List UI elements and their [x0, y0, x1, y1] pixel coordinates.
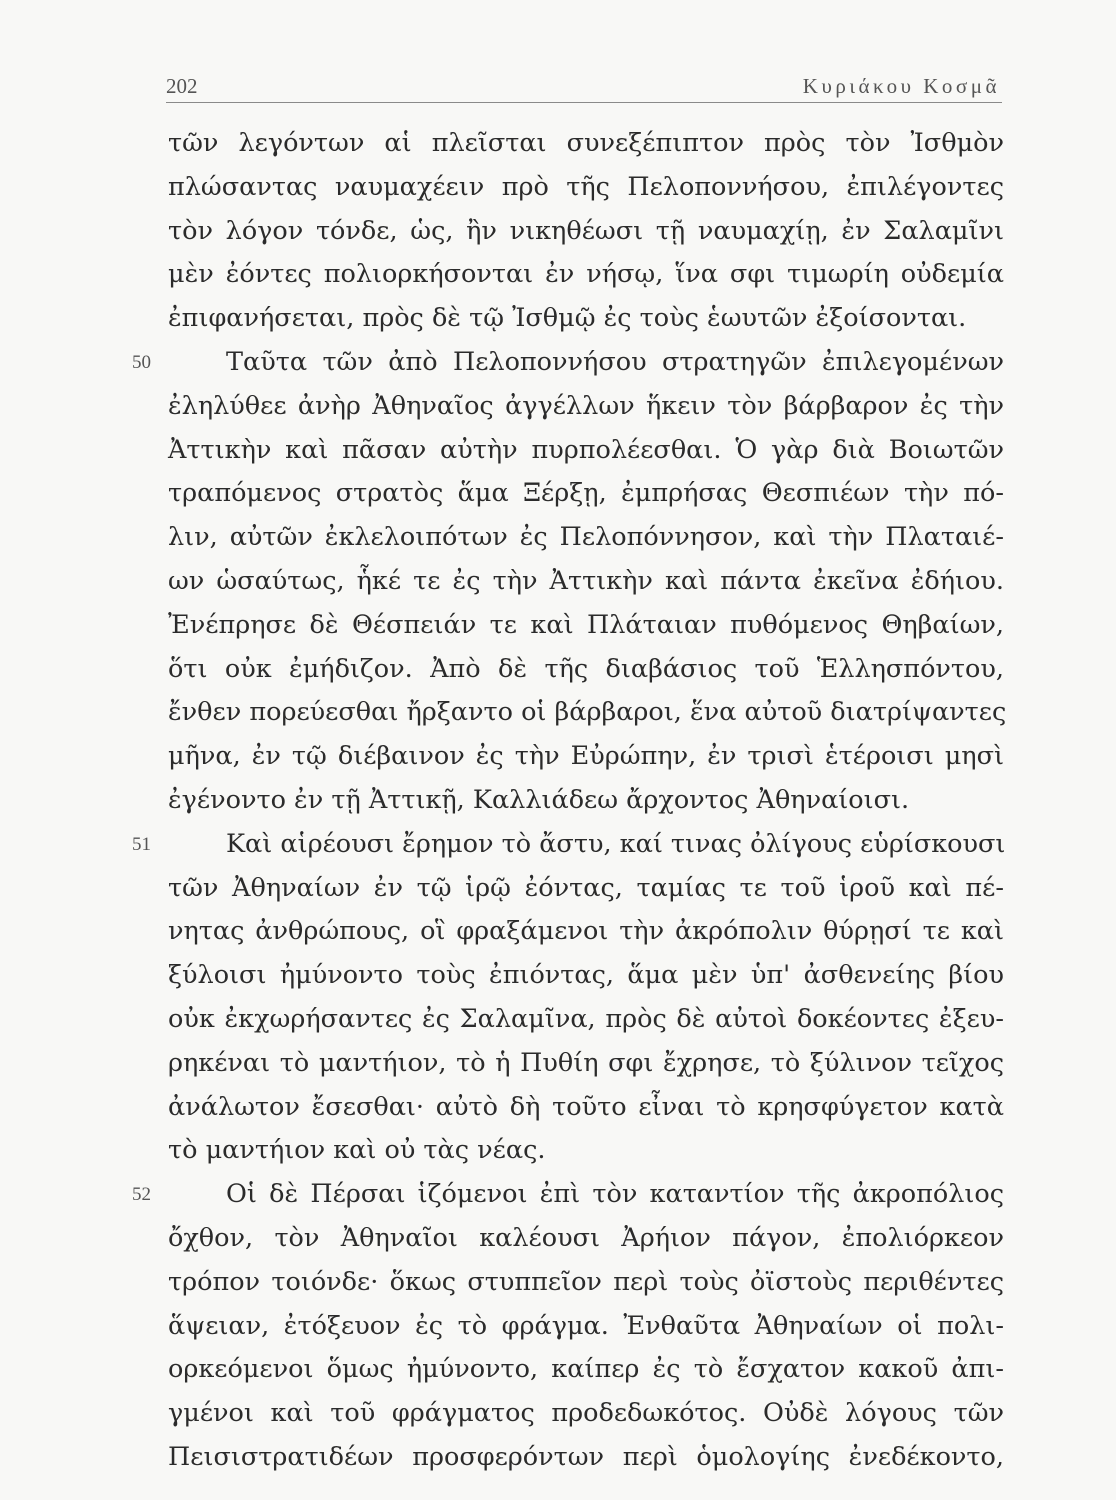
line-text: Ταῦτα τῶν ἀπὸ Πελοποννήσου στρατηγῶν ἐπιλεγομένων	[226, 346, 1004, 377]
line-text: ἐγένοντο ἐν τῇ Ἀττικῇ, Καλλιάδεω ἄρχοντος Ἀθηναίοισι.	[168, 784, 910, 815]
text-line	[168, 1086, 1004, 1130]
line-text: τὸν λόγον τόνδε, ὡς, ἢν νικηθέωσι τῇ ναυμαχίῃ, ἐν Σαλαμῖνι	[168, 215, 1004, 246]
text-line	[168, 954, 1004, 998]
text-line	[168, 429, 1004, 473]
line-text: ων ὡσαύτως, ἧκέ τε ἐς τὴν Ἀττικὴν καὶ πάντα ἐκεῖνα ἐδήιου.	[168, 565, 1004, 596]
line-text: ἅψειαν, ἐτόξευον ἐς τὸ φράγμα. Ἐνθαῦτα Ἀθηναίων οἱ πολι-	[168, 1310, 1004, 1341]
line-text: ἀνάλωτον ἔσεσθαι· αὐτὸ δὴ τοῦτο εἶναι τὸ κρησφύγετον κατὰ	[168, 1091, 1004, 1122]
text-line	[168, 998, 1004, 1042]
line-text: τὸ μαντήιον καὶ οὐ τὰς νέας.	[168, 1135, 546, 1166]
line-text: τραπόμενος στρατὸς ἅμα Ξέρξῃ, ἐμπρήσας Θεσπιέων τὴν πό-	[168, 478, 1004, 509]
text-line	[132, 1173, 1004, 1217]
line-text: Καὶ αἱρέουσι ἔρημον τὸ ἄστυ, καί τινας ὀλίγους εὑρίσκουσι	[226, 828, 1006, 859]
line-text: Πεισιστρατιδέων προσφερόντων περὶ ὁμολογίης ἐνεδέκοντο,	[168, 1441, 1004, 1472]
line-text: τρόπον τοιόνδε· ὅκως στυππεῖον περὶ τοὺς ὀϊστοὺς περιθέντες	[168, 1266, 1004, 1297]
line-text: ἐπιφανήσεται, πρὸς δὲ τῷ Ἰσθμῷ ἐς τοὺς ἑωυτῶν ἐξοίσονται.	[168, 303, 967, 334]
line-text: ορκεόμενοι ὅμως ἠμύνοντο, καίπερ ἐς τὸ ἔσχατον κακοῦ ἀπι-	[168, 1354, 1004, 1385]
line-text: ρηκέναι τὸ μαντήιον, τὸ ἡ Πυθίη σφι ἔχρησε, τὸ ξύλινον τεῖχος	[168, 1047, 1004, 1078]
text-line	[168, 1042, 1004, 1086]
line-text: Οἱ δὲ Πέρσαι ἱζόμενοι ἐπὶ τὸν καταντίον τῆς ἀκροπόλιος	[226, 1179, 1004, 1210]
text-line	[168, 867, 1004, 911]
line-text: μὲν ἐόντες πολιορκήσονται ἐν νήσῳ, ἵνα σφι τιμωρίη οὐδεμία	[168, 259, 1004, 290]
line-text: οὐκ ἐκχωρήσαντες ἐς Σαλαμῖνα, πρὸς δὲ αὐτοὶ δοκέοντες ἐξευ-	[168, 1003, 1004, 1034]
line-text: μῆνα, ἐν τῷ διέβαινον ἐς τὴν Εὐρώπην, ἐν τρισὶ ἑτέροισι μησὶ	[168, 741, 1004, 772]
text-line	[168, 910, 1004, 954]
text-line	[168, 1305, 1004, 1349]
text-line	[168, 1392, 1004, 1436]
text-line	[168, 253, 1004, 297]
line-text: ὄχθον, τὸν Ἀθηναῖοι καλέουσι Ἀρήιον πάγον, ἐπολιόρκεον	[168, 1222, 1004, 1253]
text-line	[168, 1348, 1004, 1392]
line-text: πλώσαντας ναυμαχέειν πρὸ τῆς Πελοποννήσου, ἐπιλέγοντες	[168, 171, 1004, 202]
section-number: 51	[132, 833, 151, 855]
line-text: γμένοι καὶ τοῦ φράγματος προδεδωκότος. Οὐδὲ λόγους τῶν	[168, 1398, 1004, 1429]
text-line	[132, 341, 1004, 385]
line-text: Ἀττικὴν καὶ πᾶσαν αὐτὴν πυρπολέεσθαι. Ὁ γὰρ διὰ Βοιωτῶν	[168, 434, 1004, 465]
text-line	[168, 1436, 1004, 1480]
text-line	[168, 560, 1004, 604]
line-text: λιν, αὐτῶν ἐκλελοιπότων ἐς Πελοπόννησον, καὶ τὴν Πλαταιέ-	[168, 522, 1004, 553]
text-line	[168, 604, 1004, 648]
text-line	[168, 735, 1004, 779]
line-text: ἐληλύθεε ἀνὴρ Ἀθηναῖος ἀγγέλλων ἥκειν τὸν βάρβαρον ἐς τὴν	[168, 390, 1004, 421]
text-line	[168, 210, 1004, 254]
body-text	[132, 122, 1007, 1480]
text-line	[168, 1261, 1004, 1305]
text-line	[168, 297, 1004, 341]
page-number: 202	[166, 74, 198, 98]
line-text: τῶν λεγόντων αἱ πλεῖσται συνεξέπιπτον πρὸς τὸν Ἰσθμὸν	[168, 128, 1004, 158]
running-head	[166, 72, 1002, 103]
line-text: Ἐνέπρησε δὲ Θέσπειάν τε καὶ Πλάταιαν πυθόμενος Θηβαίων,	[168, 609, 1004, 640]
text-line	[168, 1217, 1004, 1261]
text-line	[168, 779, 1004, 823]
text-line	[168, 122, 1004, 166]
line-text: ὅτι οὐκ ἐμήδιζον. Ἀπὸ δὲ τῆς διαβάσιος τοῦ Ἑλλησπόντου,	[168, 653, 1004, 684]
text-line	[168, 648, 1004, 692]
line-text: ξύλοισι ἠμύνοντο τοὺς ἐπιόντας, ἅμα μὲν ὑπ' ἀσθενείης βίου	[168, 960, 1004, 991]
text-line	[168, 166, 1004, 210]
text-line	[168, 385, 1004, 429]
text-line	[168, 472, 1004, 516]
text-line	[168, 1129, 1004, 1173]
text-line	[168, 516, 1004, 560]
section-number: 52	[132, 1184, 151, 1206]
line-text: ἔνθεν πορεύεσθαι ἤρξαντο οἱ βάρβαροι, ἕνα αὐτοῦ διατρίψαντες	[168, 697, 1007, 728]
section-number: 50	[132, 351, 151, 373]
line-text: νητας ἀνθρώπους, οἳ φραξάμενοι τὴν ἀκρόπολιν θύρῃσί τε καὶ	[168, 916, 1004, 947]
line-text: τῶν Ἀθηναίων ἐν τῷ ἱρῷ ἐόντας, ταμίας τε τοῦ ἱροῦ καὶ πέ-	[168, 872, 1004, 903]
running-title: Κυριάκου Κοσμᾶ	[802, 74, 1000, 98]
text-line	[132, 823, 1006, 867]
text-line	[168, 691, 1007, 735]
